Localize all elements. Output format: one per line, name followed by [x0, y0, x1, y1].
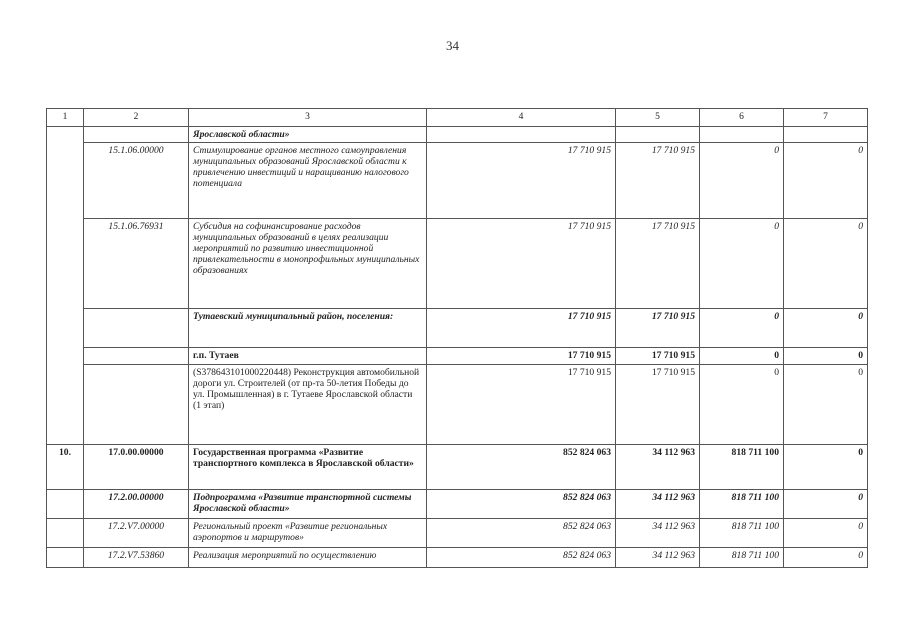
row-code: 17.2.V7.00000	[84, 519, 189, 548]
row-federal: 17 710 915	[616, 143, 700, 219]
row-code	[84, 309, 189, 348]
row-number	[47, 365, 84, 445]
table-row	[47, 143, 868, 219]
row-total: 17 710 915	[427, 219, 616, 309]
row-name: Подпрограмма «Развитие транспортной системы Ярославской области»	[189, 490, 427, 519]
row-total	[427, 127, 616, 143]
column-header: 7	[784, 109, 868, 127]
row-total: 17 710 915	[427, 309, 616, 348]
row-total: 17 710 915	[427, 365, 616, 445]
row-code: 15.1.06.00000	[84, 143, 189, 219]
row-federal	[616, 127, 700, 143]
row-federal: 34 112 963	[616, 519, 700, 548]
row-federal: 34 112 963	[616, 548, 700, 568]
row-local: 0	[784, 519, 868, 548]
row-code	[84, 365, 189, 445]
row-name: Тутаевский муниципальный район, поселения:	[189, 309, 427, 348]
row-local: 0	[784, 348, 868, 365]
row-regional: 818 711 100	[700, 445, 784, 490]
row-name: Региональный проект «Развитие региональных аэропортов и маршрутов»	[189, 519, 427, 548]
row-federal: 17 710 915	[616, 219, 700, 309]
row-number	[47, 309, 84, 348]
row-code: 17.0.00.00000	[84, 445, 189, 490]
row-regional	[700, 127, 784, 143]
row-regional: 0	[700, 348, 784, 365]
row-number	[47, 219, 84, 309]
row-code: 17.2.V7.53860	[84, 548, 189, 568]
row-regional: 818 711 100	[700, 519, 784, 548]
row-number: 10.	[47, 445, 84, 490]
row-regional: 818 711 100	[700, 548, 784, 568]
row-local: 0	[784, 143, 868, 219]
budget-table	[46, 108, 868, 568]
column-header: 3	[189, 109, 427, 127]
row-total: 852 824 063	[427, 490, 616, 519]
row-local: 0	[784, 365, 868, 445]
page-number: 34	[446, 38, 459, 53]
row-local: 0	[784, 445, 868, 490]
row-name: Реализация мероприятий по осуществлению	[189, 548, 427, 568]
row-local: 0	[784, 219, 868, 309]
row-regional: 0	[700, 143, 784, 219]
row-code: 15.1.06.76931	[84, 219, 189, 309]
row-regional: 0	[700, 219, 784, 309]
row-name: Субсидия на софинансирование расходов муниципальных образований в целях реализации мероприятий по развитию инвестиционной привлекательности в монопрофильных муниципальных образованиях	[189, 219, 427, 309]
table-row	[47, 365, 868, 445]
row-federal: 34 112 963	[616, 490, 700, 519]
row-total: 852 824 063	[427, 548, 616, 568]
row-regional: 0	[700, 365, 784, 445]
row-federal: 17 710 915	[616, 309, 700, 348]
row-local: 0	[784, 309, 868, 348]
row-name: Стимулирование органов местного самоуправления муниципальных образований Ярославской области к привлечению инвестиций и наращиванию налогового потенциала	[189, 143, 427, 219]
row-code	[84, 348, 189, 365]
row-number	[47, 548, 84, 568]
row-local: 0	[784, 490, 868, 519]
row-name: (S378643101000220448) Реконструкция автомобильной дороги ул. Строителей (от пр-та 50-летия Победы до ул. Промышленная) в г. Тутаеве Ярославской области (1 этап)	[189, 365, 427, 445]
column-header: 2	[84, 109, 189, 127]
row-code	[84, 127, 189, 143]
row-number	[47, 519, 84, 548]
table-row	[47, 548, 868, 568]
table-row	[47, 519, 868, 548]
table-row	[47, 490, 868, 519]
table-row	[47, 309, 868, 348]
row-total: 17 710 915	[427, 143, 616, 219]
row-name: Государственная программа «Развитие транспортного комплекса в Ярославской области»	[189, 445, 427, 490]
row-number	[47, 348, 84, 365]
row-total: 17 710 915	[427, 348, 616, 365]
row-regional: 818 711 100	[700, 490, 784, 519]
row-federal: 17 710 915	[616, 348, 700, 365]
row-number	[47, 127, 84, 143]
table-row	[47, 445, 868, 490]
row-number	[47, 143, 84, 219]
row-local	[784, 127, 868, 143]
row-local: 0	[784, 548, 868, 568]
row-federal: 17 710 915	[616, 365, 700, 445]
table-row	[47, 219, 868, 309]
row-total: 852 824 063	[427, 519, 616, 548]
column-header: 5	[616, 109, 700, 127]
table-header-row	[47, 109, 868, 127]
row-code: 17.2.00.00000	[84, 490, 189, 519]
row-regional: 0	[700, 309, 784, 348]
row-name: г.п. Тутаев	[189, 348, 427, 365]
table-row	[47, 348, 868, 365]
column-header: 4	[427, 109, 616, 127]
table-row	[47, 127, 868, 143]
row-number	[47, 490, 84, 519]
row-name: Ярославской области»	[189, 127, 427, 143]
column-header: 1	[47, 109, 84, 127]
row-total: 852 824 063	[427, 445, 616, 490]
column-header: 6	[700, 109, 784, 127]
row-federal: 34 112 963	[616, 445, 700, 490]
